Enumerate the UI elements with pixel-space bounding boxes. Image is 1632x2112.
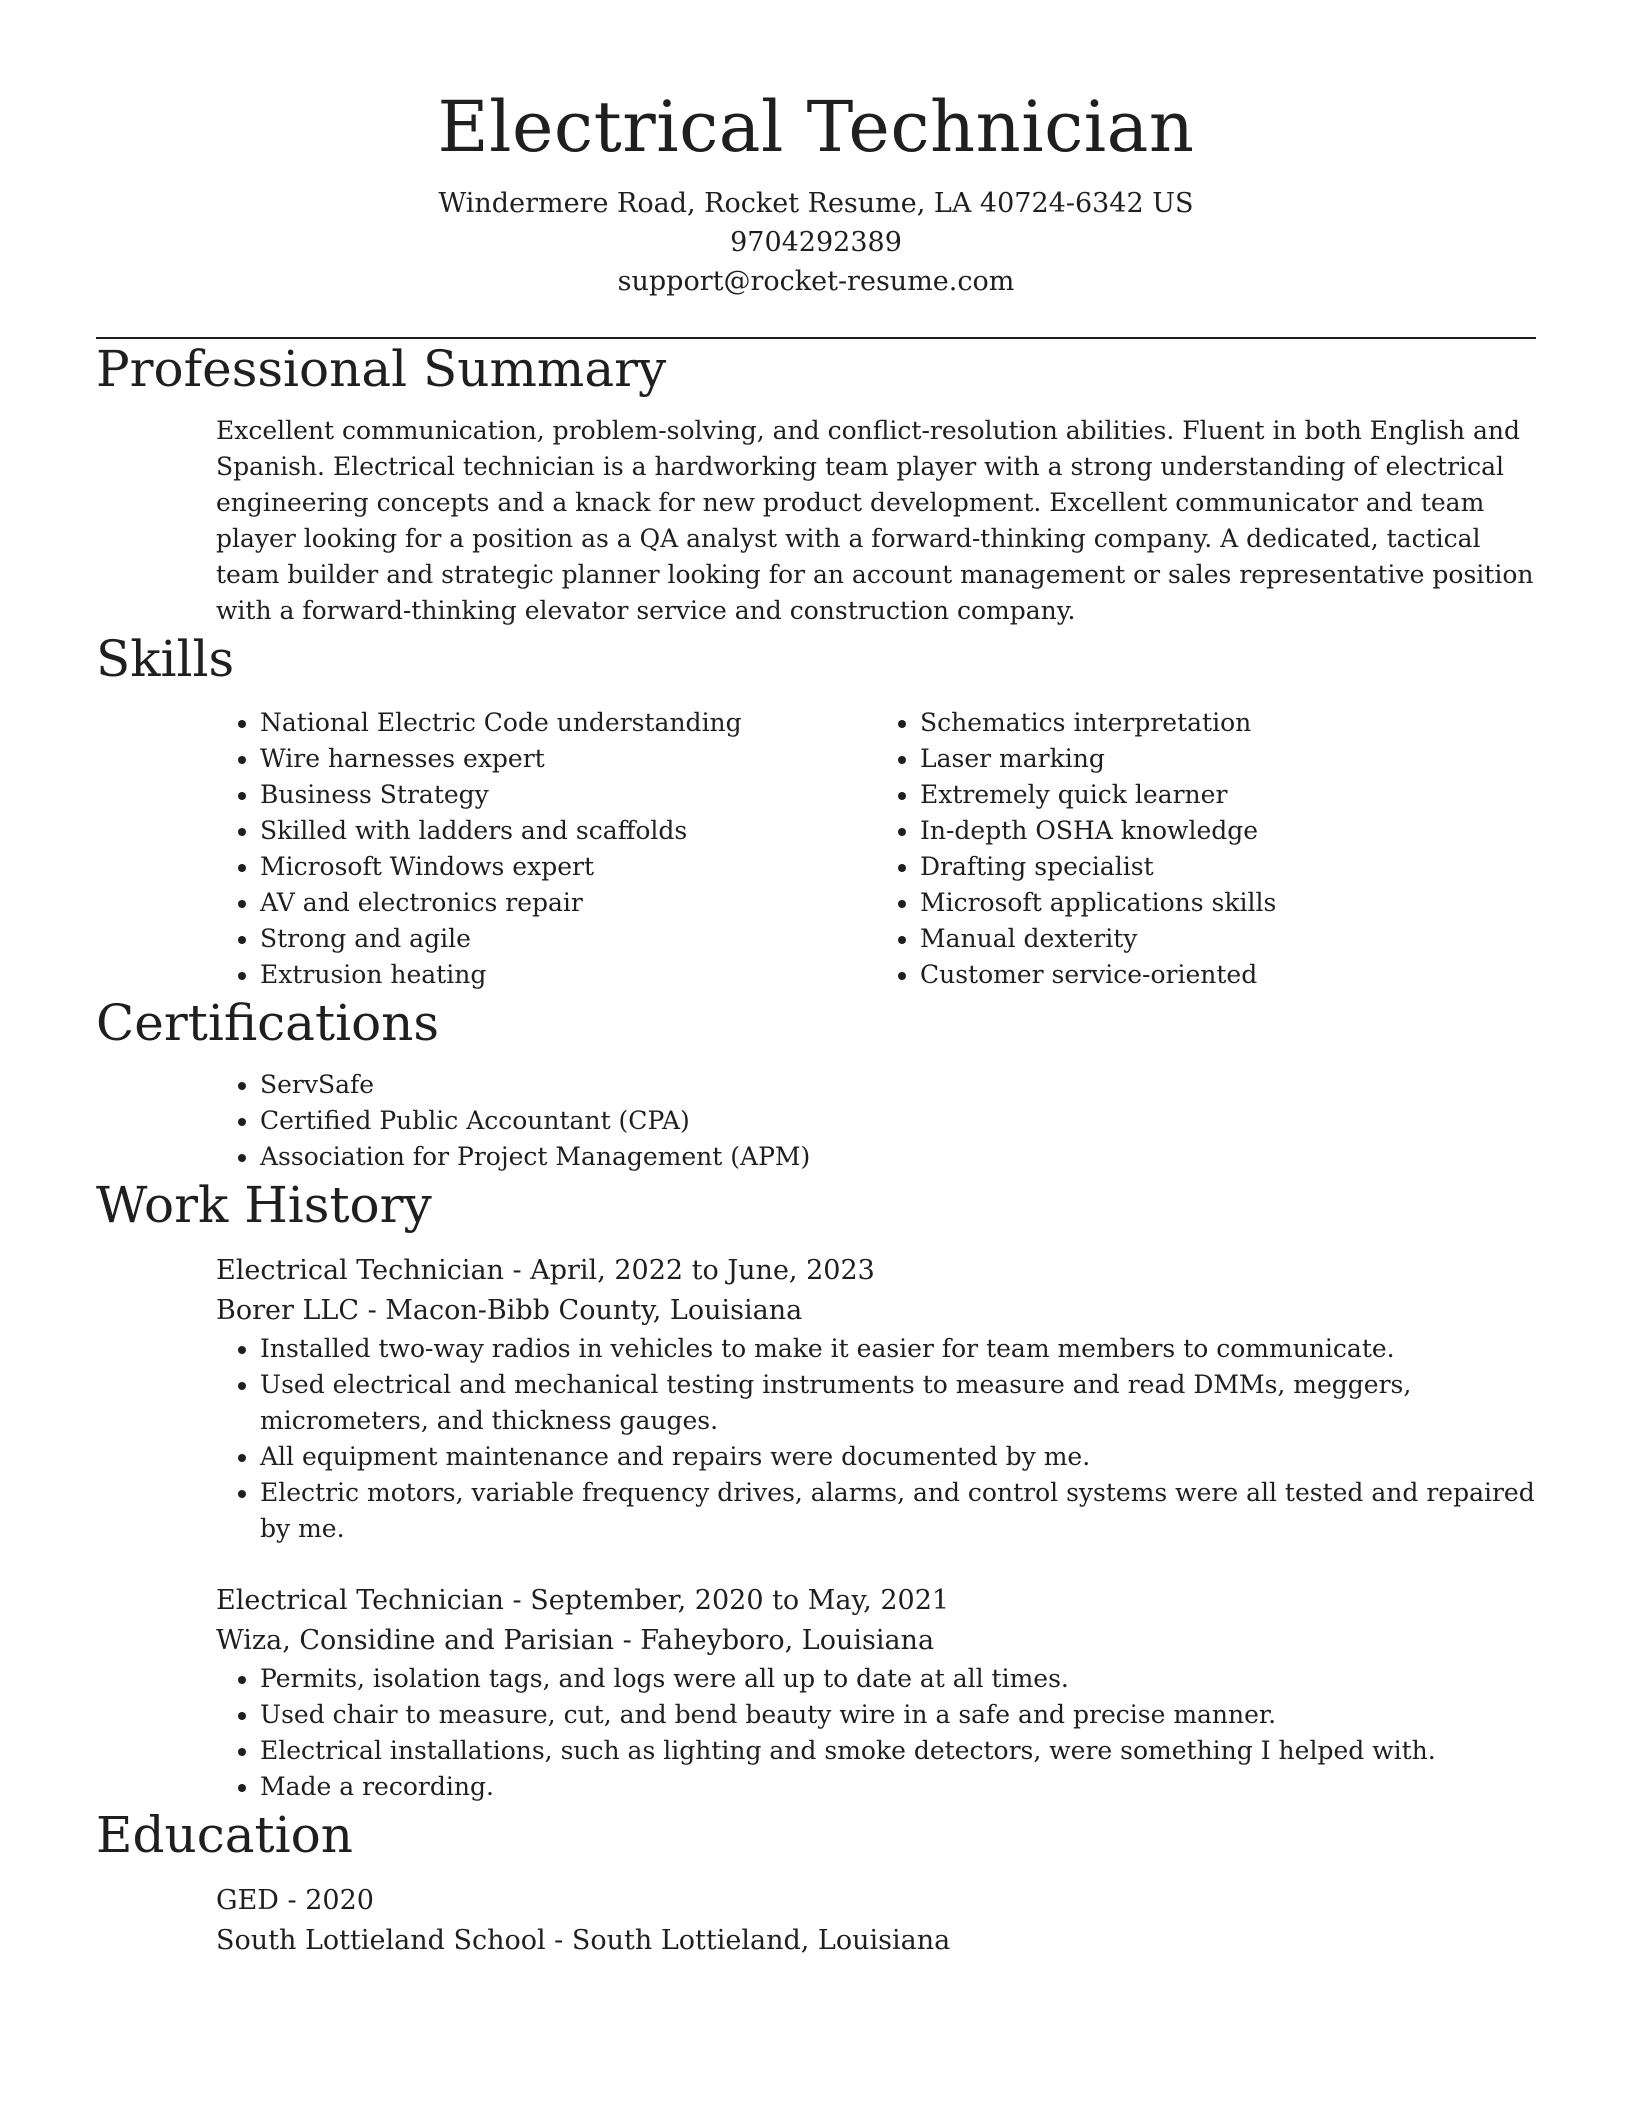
education-section <box>96 1805 1536 1961</box>
skill-item: • Strong and agile <box>260 921 876 957</box>
skills-grid <box>216 705 1536 993</box>
job-role-dates: Electrical Technician - April, 2022 to June, 2023 <box>216 1255 875 1286</box>
skill-item: • Schematics interpretation <box>920 705 1536 741</box>
summary-section <box>96 339 1536 629</box>
contact-email: support@rocket-resume.com <box>617 266 1015 297</box>
skill-item: • Microsoft applications skills <box>920 885 1536 921</box>
certifications-block <box>216 1067 1536 1175</box>
certifications-list <box>216 1067 1536 1175</box>
job-duty-item: • Electrical installations, such as lighting and smoke detectors, were something I helped with. <box>260 1733 1536 1769</box>
job-duty-item: • Used electrical and mechanical testing instruments to measure and read DMMs, meggers, micrometers, and thickness gauges. <box>260 1367 1536 1439</box>
resume-page <box>96 0 1536 1961</box>
skill-item: • Customer service-oriented <box>920 957 1536 993</box>
job-duty-item: • Permits, isolation tags, and logs were all up to date at all times. <box>260 1661 1536 1697</box>
job-entry <box>216 1581 1536 1805</box>
contact-phone: 9704292389 <box>730 227 902 258</box>
job-duties-list <box>216 1331 1536 1547</box>
certification-item: • ServSafe <box>260 1067 1536 1103</box>
job-entry <box>216 1251 1536 1547</box>
skill-item: • Business Strategy <box>260 777 876 813</box>
work-history-heading: Work History <box>96 1176 432 1234</box>
skills-right-list <box>876 705 1536 993</box>
certification-item: • Association for Project Management (APM) <box>260 1139 1536 1175</box>
job-duty-item: • All equipment maintenance and repairs were documented by me. <box>260 1439 1536 1475</box>
skill-item: • Extremely quick learner <box>920 777 1536 813</box>
contact-block <box>96 184 1536 301</box>
skills-left-list <box>216 705 876 993</box>
education-school-location: South Lottieland School - South Lottieland, Louisiana <box>216 1925 951 1956</box>
skills-section <box>96 629 1536 993</box>
work-history-section <box>96 1175 1536 1805</box>
skill-item: • Drafting specialist <box>920 849 1536 885</box>
contact-address: Windermere Road, Rocket Resume, LA 40724-6342 US <box>438 188 1194 219</box>
education-degree-year: GED - 2020 <box>216 1885 374 1916</box>
skill-item: • Extrusion heating <box>260 957 876 993</box>
candidate-name: Electrical Technician <box>437 86 1195 168</box>
job-company-location: Borer LLC - Macon-Bibb County, Louisiana <box>216 1295 803 1326</box>
summary-text: Excellent communication, problem-solving, and conflict-resolution abilities. Fluent in both English and Spanish. Electrical technician is a hardworking team player with a strong understanding of electrical engineering concepts and a knack for new product development. Excellent communicator and team player looking for a position as a QA analyst with a forward-thinking company. A dedicated, tactical team builder and strategic planner looking for an account management or sales representative position with a forward-thinking elevator service and construction company. <box>216 416 1534 625</box>
education-entry <box>216 1881 1536 1961</box>
job-duties-list <box>216 1661 1536 1805</box>
skill-item: • Manual dexterity <box>920 921 1536 957</box>
job-duty-item: • Installed two-way radios in vehicles to make it easier for team members to communicate. <box>260 1331 1536 1367</box>
job-duty-item: • Electric motors, variable frequency drives, alarms, and control systems were all tested and repaired by me. <box>260 1475 1536 1547</box>
certification-item: • Certified Public Accountant (CPA) <box>260 1103 1536 1139</box>
skill-item: • Laser marking <box>920 741 1536 777</box>
skill-item: • In-depth OSHA knowledge <box>920 813 1536 849</box>
skill-item: • Skilled with ladders and scaffolds <box>260 813 876 849</box>
job-company-location: Wiza, Considine and Parisian - Faheyboro, Louisiana <box>216 1625 935 1656</box>
skills-heading: Skills <box>96 630 235 688</box>
job-duty-item: • Used chair to measure, cut, and bend beauty wire in a safe and precise manner. <box>260 1697 1536 1733</box>
skill-item: • Microsoft Windows expert <box>260 849 876 885</box>
skill-item: • National Electric Code understanding <box>260 705 876 741</box>
skill-item: • AV and electronics repair <box>260 885 876 921</box>
job-duty-item: • Made a recording. <box>260 1769 1536 1805</box>
education-heading: Education <box>96 1806 353 1864</box>
certifications-section <box>96 993 1536 1175</box>
skill-item: • Wire harnesses expert <box>260 741 876 777</box>
certifications-heading: Certifications <box>96 994 440 1052</box>
resume-header <box>96 0 1536 301</box>
job-role-dates: Electrical Technician - September, 2020 to May, 2021 <box>216 1585 950 1616</box>
summary-heading: Professional Summary <box>96 340 667 398</box>
